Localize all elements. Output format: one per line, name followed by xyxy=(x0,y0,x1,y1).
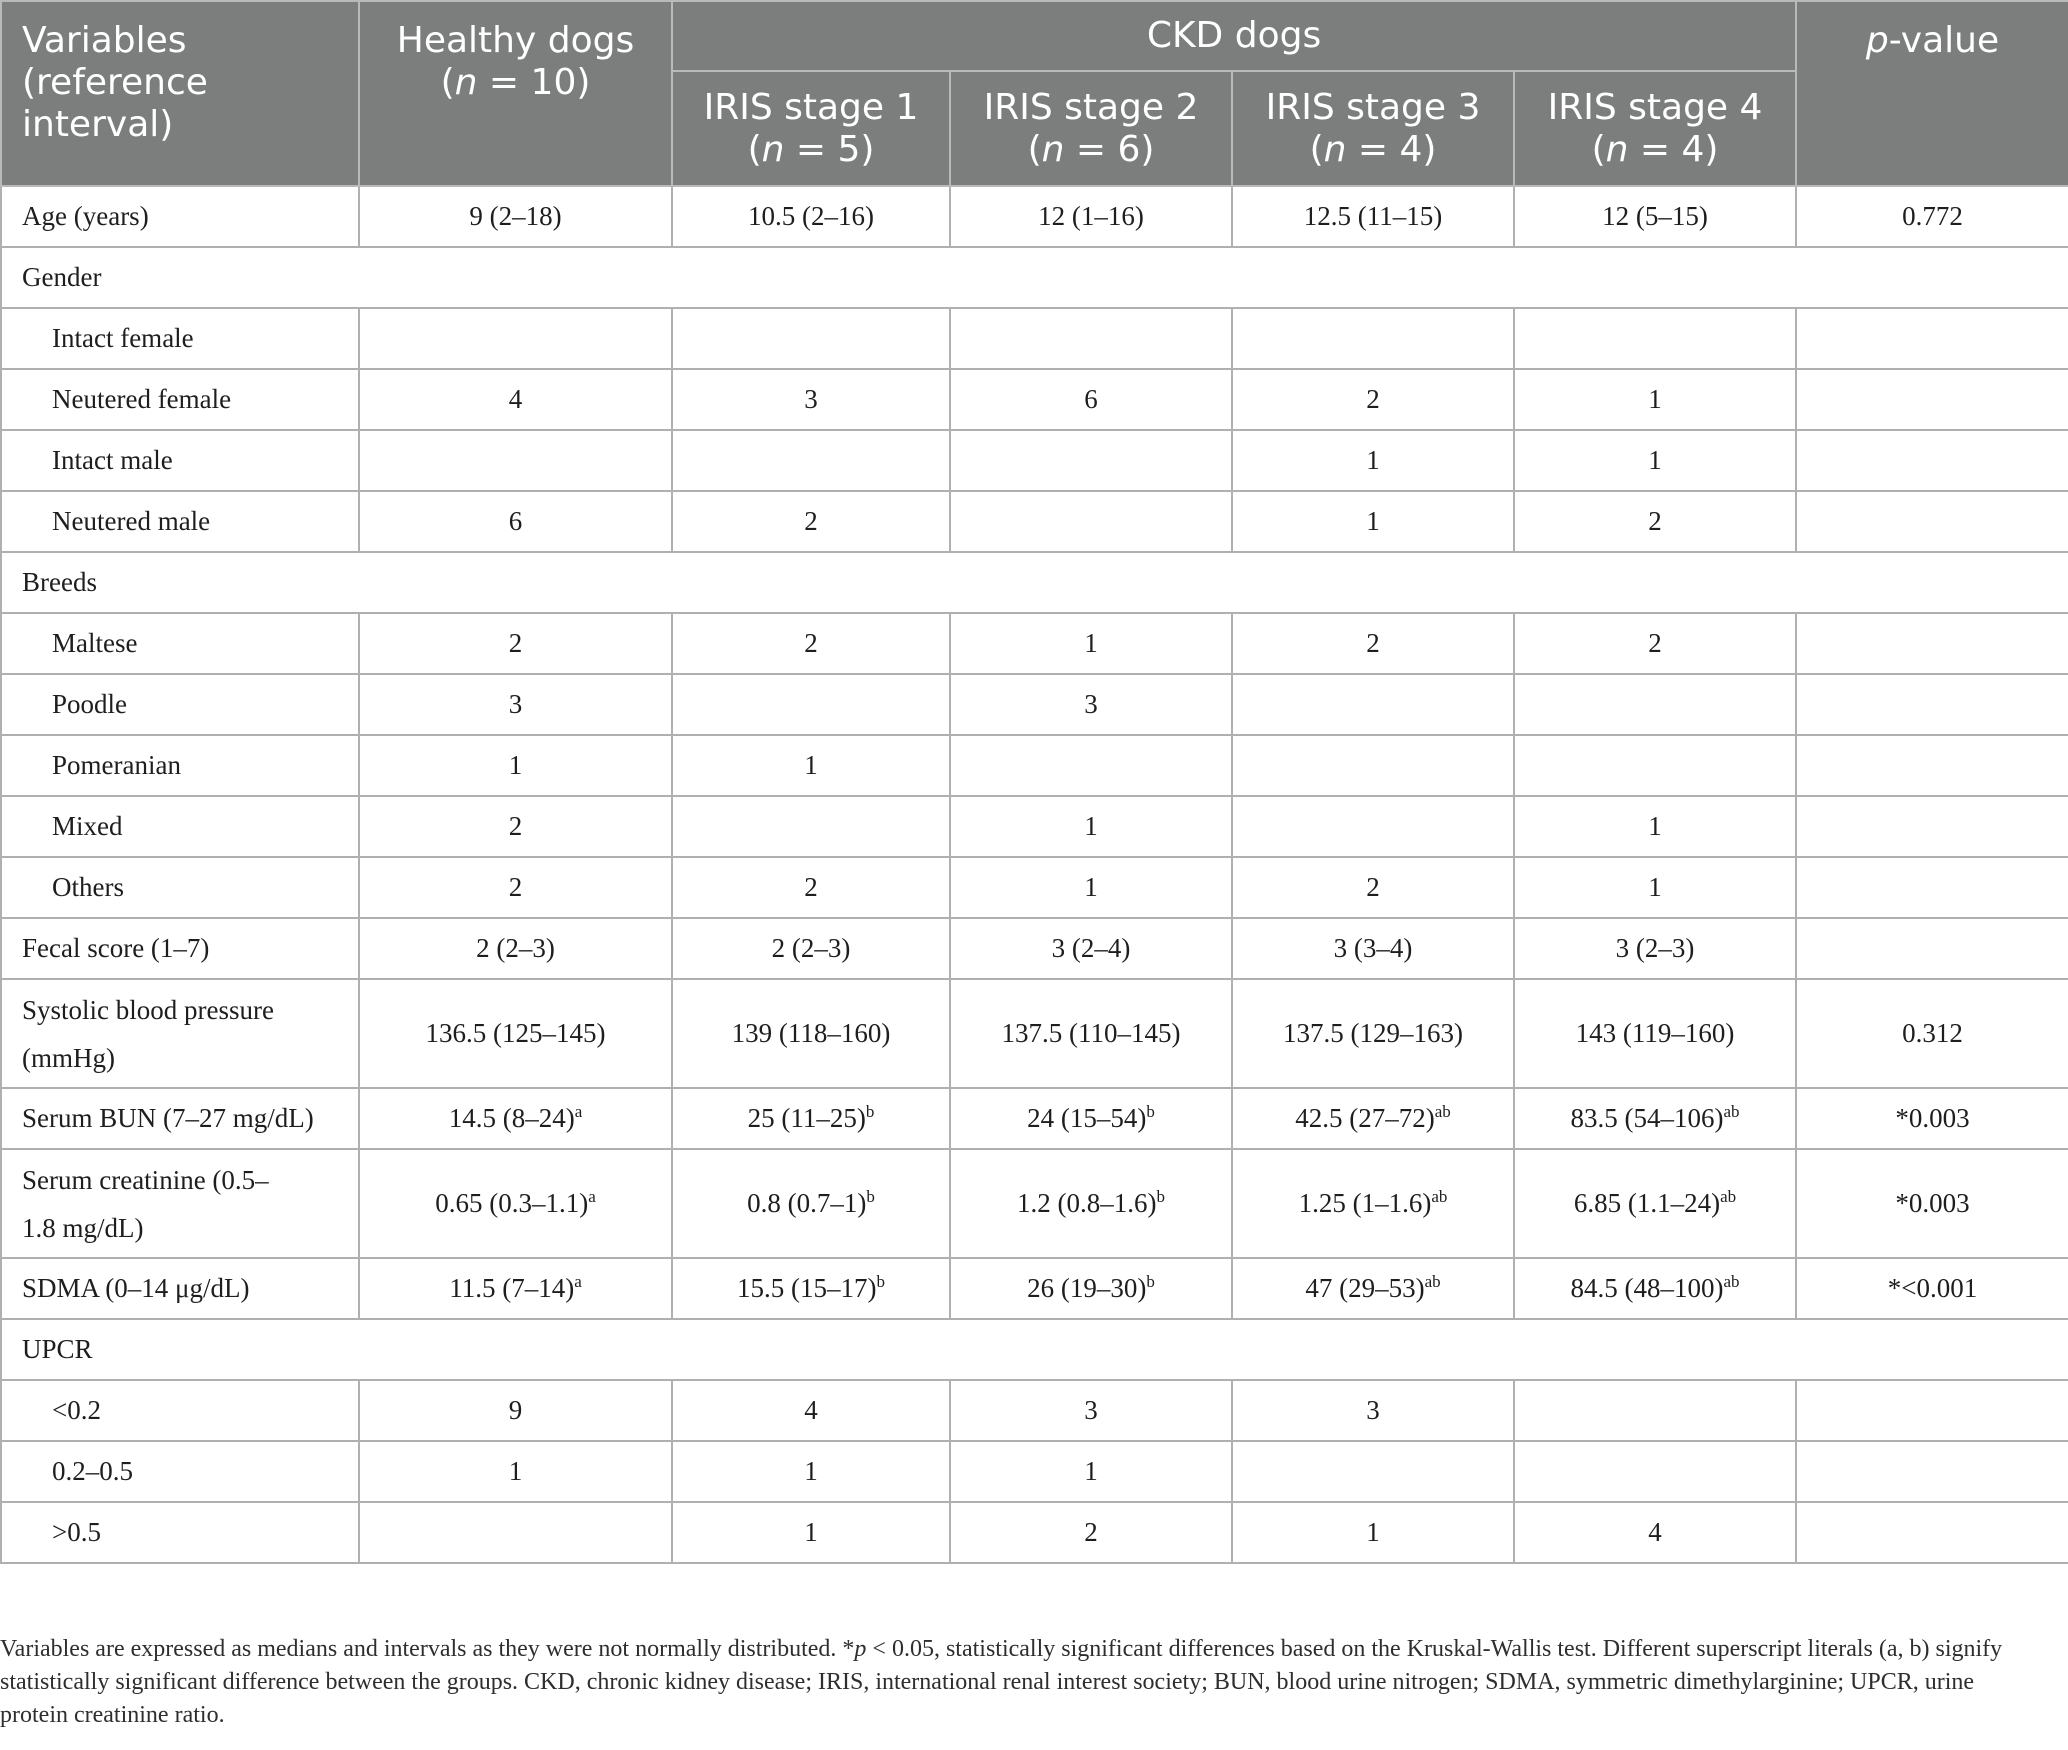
cell-p-value xyxy=(1796,613,2068,674)
cell-stage-4: 3 (2–3) xyxy=(1514,918,1796,979)
cell-stage-4: 2 xyxy=(1514,491,1796,552)
cell-stage-4 xyxy=(1514,308,1796,369)
cell-stage-1: 10.5 (2–16) xyxy=(672,186,950,247)
cell-p-value: *0.003 xyxy=(1796,1088,2068,1149)
footnote-p-letter: p xyxy=(854,1636,867,1662)
row-neutered-male xyxy=(1,491,2068,552)
cell-stage-1: 3 xyxy=(672,369,950,430)
cell-p-value xyxy=(1796,796,2068,857)
footnote-text-1: Variables are expressed as medians and intervals as they were not normally distributed. * xyxy=(0,1636,855,1662)
cell-healthy: 2 (2–3) xyxy=(359,918,672,979)
header-ckd-dogs: CKD dogs xyxy=(672,1,1796,71)
row-label: Neutered male xyxy=(1,491,359,552)
row-label xyxy=(1,1149,359,1258)
row-label: Others xyxy=(1,857,359,918)
cell-p-value xyxy=(1796,491,2068,552)
row-label: Pomeranian xyxy=(1,735,359,796)
cell-stage-1 xyxy=(672,674,950,735)
cell-stage-2 xyxy=(950,1149,1232,1258)
cell-healthy xyxy=(359,430,672,491)
cell-p-value xyxy=(1796,430,2068,491)
cell-stage-3 xyxy=(1232,1149,1514,1258)
row-upcr-high xyxy=(1,1502,2068,1563)
row-label: Intact male xyxy=(1,430,359,491)
cell-healthy: 3 xyxy=(359,674,672,735)
cell-value: 1.2 (0.8–1.6) xyxy=(1017,1188,1157,1218)
row-poodle xyxy=(1,674,2068,735)
cell-stage-1: 2 (2–3) xyxy=(672,918,950,979)
cell-stage-2: 137.5 (110–145) xyxy=(950,979,1232,1088)
cell-value: 1.25 (1–1.6) xyxy=(1298,1188,1432,1218)
stage-n: n xyxy=(1605,128,1629,170)
section-label: Gender xyxy=(1,247,2068,308)
cell-p-value xyxy=(1796,857,2068,918)
stage-label: IRIS stage 1 xyxy=(703,86,919,128)
cell-stage-2: 6 xyxy=(950,369,1232,430)
header-healthy-dogs: Healthy dogs (n = 10) xyxy=(359,1,672,186)
row-mixed xyxy=(1,796,2068,857)
header-variables: Variables (reference interval) xyxy=(1,1,359,186)
cell-stage-2 xyxy=(950,430,1232,491)
superscript-letter: a xyxy=(574,1272,582,1291)
cell-value: 26 (19–30) xyxy=(1027,1273,1147,1303)
row-systolic-blood-pressure xyxy=(1,979,2068,1088)
cell-stage-2: 1 xyxy=(950,1441,1232,1502)
cell-value: 24 (15–54) xyxy=(1027,1103,1147,1133)
cell-healthy xyxy=(359,1149,672,1258)
cell-stage-2: 1 xyxy=(950,613,1232,674)
superscript-letter: b xyxy=(866,1187,875,1206)
row-label-line-1: Systolic blood pressure xyxy=(22,994,274,1025)
cell-p-value: 0.312 xyxy=(1796,979,2068,1088)
stage-n-value: = 4) xyxy=(1346,128,1437,170)
row-upcr-section xyxy=(1,1319,2068,1380)
row-label-line-2: 1.8 mg/dL) xyxy=(22,1212,144,1243)
cell-stage-4: 4 xyxy=(1514,1502,1796,1563)
cell-stage-4: 2 xyxy=(1514,613,1796,674)
header-p-suffix: -value xyxy=(1888,20,2000,61)
cell-stage-3: 2 xyxy=(1232,369,1514,430)
stage-label: IRIS stage 3 xyxy=(1265,86,1481,128)
cell-stage-3 xyxy=(1232,1088,1514,1149)
cell-stage-3: 1 xyxy=(1232,430,1514,491)
stage-label: IRIS stage 2 xyxy=(983,86,1199,128)
cell-stage-1: 2 xyxy=(672,857,950,918)
cell-stage-3: 137.5 (129–163) xyxy=(1232,979,1514,1088)
cell-stage-4 xyxy=(1514,674,1796,735)
stage-label: IRIS stage 4 xyxy=(1547,86,1763,128)
cell-p-value xyxy=(1796,1502,2068,1563)
cell-stage-3: 1 xyxy=(1232,491,1514,552)
superscript-letter: a xyxy=(588,1187,596,1206)
row-label xyxy=(1,979,359,1088)
superscript-letter: ab xyxy=(1431,1187,1448,1206)
cell-stage-3: 1 xyxy=(1232,1502,1514,1563)
table-header xyxy=(1,1,2068,186)
cell-stage-3: 3 (3–4) xyxy=(1232,918,1514,979)
cell-p-value xyxy=(1796,674,2068,735)
row-label-line-1: Serum creatinine (0.5– xyxy=(22,1164,269,1195)
cell-stage-4: 1 xyxy=(1514,857,1796,918)
cell-value: 83.5 (54–106) xyxy=(1570,1103,1724,1133)
cell-stage-2: 3 xyxy=(950,674,1232,735)
cell-stage-3 xyxy=(1232,735,1514,796)
cell-healthy: 6 xyxy=(359,491,672,552)
cell-stage-3: 3 xyxy=(1232,1380,1514,1441)
cell-healthy: 1 xyxy=(359,735,672,796)
row-sdma xyxy=(1,1258,2068,1319)
cell-stage-1 xyxy=(672,1088,950,1149)
cell-stage-3 xyxy=(1232,796,1514,857)
row-neutered-female xyxy=(1,369,2068,430)
row-intact-female xyxy=(1,308,2068,369)
cell-stage-2: 12 (1–16) xyxy=(950,186,1232,247)
row-serum-bun xyxy=(1,1088,2068,1149)
cell-p-value xyxy=(1796,735,2068,796)
row-label: Age (years) xyxy=(1,186,359,247)
cell-stage-1: 1 xyxy=(672,1502,950,1563)
cell-stage-2: 1 xyxy=(950,857,1232,918)
stage-n-value: = 4) xyxy=(1628,128,1719,170)
cell-stage-1: 4 xyxy=(672,1380,950,1441)
cell-stage-4: 1 xyxy=(1514,430,1796,491)
cell-stage-4: 1 xyxy=(1514,796,1796,857)
cell-stage-2: 3 (2–4) xyxy=(950,918,1232,979)
cell-stage-2 xyxy=(950,491,1232,552)
cell-healthy xyxy=(359,308,672,369)
cell-stage-4 xyxy=(1514,1149,1796,1258)
cell-value: 6.85 (1.1–24) xyxy=(1573,1188,1721,1218)
row-others xyxy=(1,857,2068,918)
row-label: Neutered female xyxy=(1,369,359,430)
stage-n: n xyxy=(1323,128,1347,170)
row-maltese xyxy=(1,613,2068,674)
cell-stage-4 xyxy=(1514,1088,1796,1149)
cell-value: 42.5 (27–72) xyxy=(1295,1103,1435,1133)
row-label: Fecal score (1–7) xyxy=(1,918,359,979)
cell-stage-2 xyxy=(950,308,1232,369)
cell-stage-1 xyxy=(672,1149,950,1258)
cell-healthy: 9 xyxy=(359,1380,672,1441)
cell-stage-1 xyxy=(672,430,950,491)
cell-p-value xyxy=(1796,1380,2068,1441)
cell-healthy xyxy=(359,1258,672,1319)
cell-healthy: 4 xyxy=(359,369,672,430)
row-label: >0.5 xyxy=(1,1502,359,1563)
superscript-letter: ab xyxy=(1720,1187,1737,1206)
cell-value: 0.8 (0.7–1) xyxy=(747,1188,867,1218)
cell-stage-3: 2 xyxy=(1232,857,1514,918)
cell-stage-4: 143 (119–160) xyxy=(1514,979,1796,1088)
cell-value: 25 (11–25) xyxy=(747,1103,866,1133)
cell-stage-4 xyxy=(1514,1258,1796,1319)
superscript-letter: ab xyxy=(1434,1102,1451,1121)
cell-value: 84.5 (48–100) xyxy=(1570,1273,1724,1303)
cell-stage-1: 1 xyxy=(672,1441,950,1502)
row-label: SDMA (0–14 μg/dL) xyxy=(1,1258,359,1319)
cell-stage-1: 2 xyxy=(672,613,950,674)
cell-stage-4 xyxy=(1514,735,1796,796)
header-healthy-n: n xyxy=(454,62,478,103)
header-iris-stage-2: IRIS stage 2 (n = 6) xyxy=(950,71,1232,186)
cell-stage-3: 12.5 (11–15) xyxy=(1232,186,1514,247)
cell-value: 15.5 (15–17) xyxy=(737,1273,877,1303)
header-iris-stage-3: IRIS stage 3 (n = 4) xyxy=(1232,71,1514,186)
cell-stage-3 xyxy=(1232,308,1514,369)
row-label: Maltese xyxy=(1,613,359,674)
cell-healthy: 2 xyxy=(359,857,672,918)
cell-stage-1: 139 (118–160) xyxy=(672,979,950,1088)
row-upcr-low xyxy=(1,1380,2068,1441)
cell-stage-2: 1 xyxy=(950,796,1232,857)
cell-p-value: *0.003 xyxy=(1796,1149,2068,1258)
cell-healthy: 136.5 (125–145) xyxy=(359,979,672,1088)
cell-stage-4: 1 xyxy=(1514,369,1796,430)
row-age xyxy=(1,186,2068,247)
header-iris-stage-1: IRIS stage 1 (n = 5) xyxy=(672,71,950,186)
cell-value: 0.65 (0.3–1.1) xyxy=(435,1188,589,1218)
cell-value: 47 (29–53) xyxy=(1305,1273,1425,1303)
superscript-letter: b xyxy=(1146,1102,1155,1121)
header-healthy-label: Healthy dogs xyxy=(396,20,635,61)
row-breeds-section xyxy=(1,552,2068,613)
cell-stage-1 xyxy=(672,1258,950,1319)
cell-healthy xyxy=(359,1088,672,1149)
stage-n: n xyxy=(1041,128,1065,170)
cell-stage-2: 3 xyxy=(950,1380,1232,1441)
row-label: Intact female xyxy=(1,308,359,369)
header-healthy-n-value: = 10) xyxy=(477,62,591,103)
cell-value: 11.5 (7–14) xyxy=(449,1273,575,1303)
cell-healthy xyxy=(359,1502,672,1563)
cell-stage-4: 12 (5–15) xyxy=(1514,186,1796,247)
stage-n-value: = 5) xyxy=(784,128,875,170)
superscript-letter: b xyxy=(865,1102,875,1121)
cell-p-value xyxy=(1796,308,2068,369)
row-label: Serum BUN (7–27 mg/dL) xyxy=(1,1088,359,1149)
table-footnote xyxy=(0,1633,2040,1732)
cell-stage-1 xyxy=(672,796,950,857)
row-label: 0.2–0.5 xyxy=(1,1441,359,1502)
superscript-letter: ab xyxy=(1723,1102,1740,1121)
header-row-1 xyxy=(1,1,2068,71)
row-pomeranian xyxy=(1,735,2068,796)
cell-healthy: 9 (2–18) xyxy=(359,186,672,247)
cell-p-value xyxy=(1796,1441,2068,1502)
superscript-letter: a xyxy=(574,1102,583,1121)
cell-p-value xyxy=(1796,918,2068,979)
cell-stage-2 xyxy=(950,1258,1232,1319)
cell-p-value xyxy=(1796,369,2068,430)
superscript-letter: b xyxy=(876,1272,885,1291)
header-p-value xyxy=(1796,1,2068,186)
row-fecal-score xyxy=(1,918,2068,979)
cell-stage-1: 1 xyxy=(672,735,950,796)
cell-stage-3 xyxy=(1232,1258,1514,1319)
row-serum-creatinine xyxy=(1,1149,2068,1258)
superscript-letter: ab xyxy=(1424,1272,1441,1291)
cell-p-value: 0.772 xyxy=(1796,186,2068,247)
row-gender-section xyxy=(1,247,2068,308)
stage-n-value: = 6) xyxy=(1064,128,1155,170)
cell-healthy: 2 xyxy=(359,796,672,857)
cell-stage-3 xyxy=(1232,674,1514,735)
cell-stage-2 xyxy=(950,1088,1232,1149)
table-body xyxy=(1,186,2068,1563)
row-upcr-mid xyxy=(1,1441,2068,1502)
cell-stage-2: 2 xyxy=(950,1502,1232,1563)
row-intact-male xyxy=(1,430,2068,491)
cell-healthy: 2 xyxy=(359,613,672,674)
cell-healthy: 1 xyxy=(359,1441,672,1502)
section-label: UPCR xyxy=(1,1319,2068,1380)
superscript-letter: b xyxy=(1146,1272,1155,1291)
section-label: Breeds xyxy=(1,552,2068,613)
stage-n: n xyxy=(761,128,785,170)
cell-stage-3 xyxy=(1232,1441,1514,1502)
row-label: <0.2 xyxy=(1,1380,359,1441)
cell-stage-1: 2 xyxy=(672,491,950,552)
cell-value: 14.5 (8–24) xyxy=(448,1103,575,1133)
cell-p-value: *<0.001 xyxy=(1796,1258,2068,1319)
row-label: Poodle xyxy=(1,674,359,735)
header-p-letter: p xyxy=(1865,20,1889,61)
row-label-line-2: (mmHg) xyxy=(22,1042,115,1073)
header-iris-stage-4: IRIS stage 4 (n = 4) xyxy=(1514,71,1796,186)
cell-stage-4 xyxy=(1514,1441,1796,1502)
cell-stage-4 xyxy=(1514,1380,1796,1441)
row-label: Mixed xyxy=(1,796,359,857)
footnote-text-2: < 0.05, statistically significant differences based on the Kruskal-Wallis test. Different superscript literals (a, b) signify statistically significant difference between the groups. CKD, chronic kidney disease; IRIS, international renal interest society; BUN, blood urine nitrogen; SDMA, symmetric dimethylarginine; UPCR, urine protein creatinine ratio. xyxy=(0,1636,2003,1728)
cell-stage-2 xyxy=(950,735,1232,796)
cell-stage-1 xyxy=(672,308,950,369)
superscript-letter: b xyxy=(1156,1187,1165,1206)
cell-stage-3: 2 xyxy=(1232,613,1514,674)
superscript-letter: ab xyxy=(1723,1272,1740,1291)
